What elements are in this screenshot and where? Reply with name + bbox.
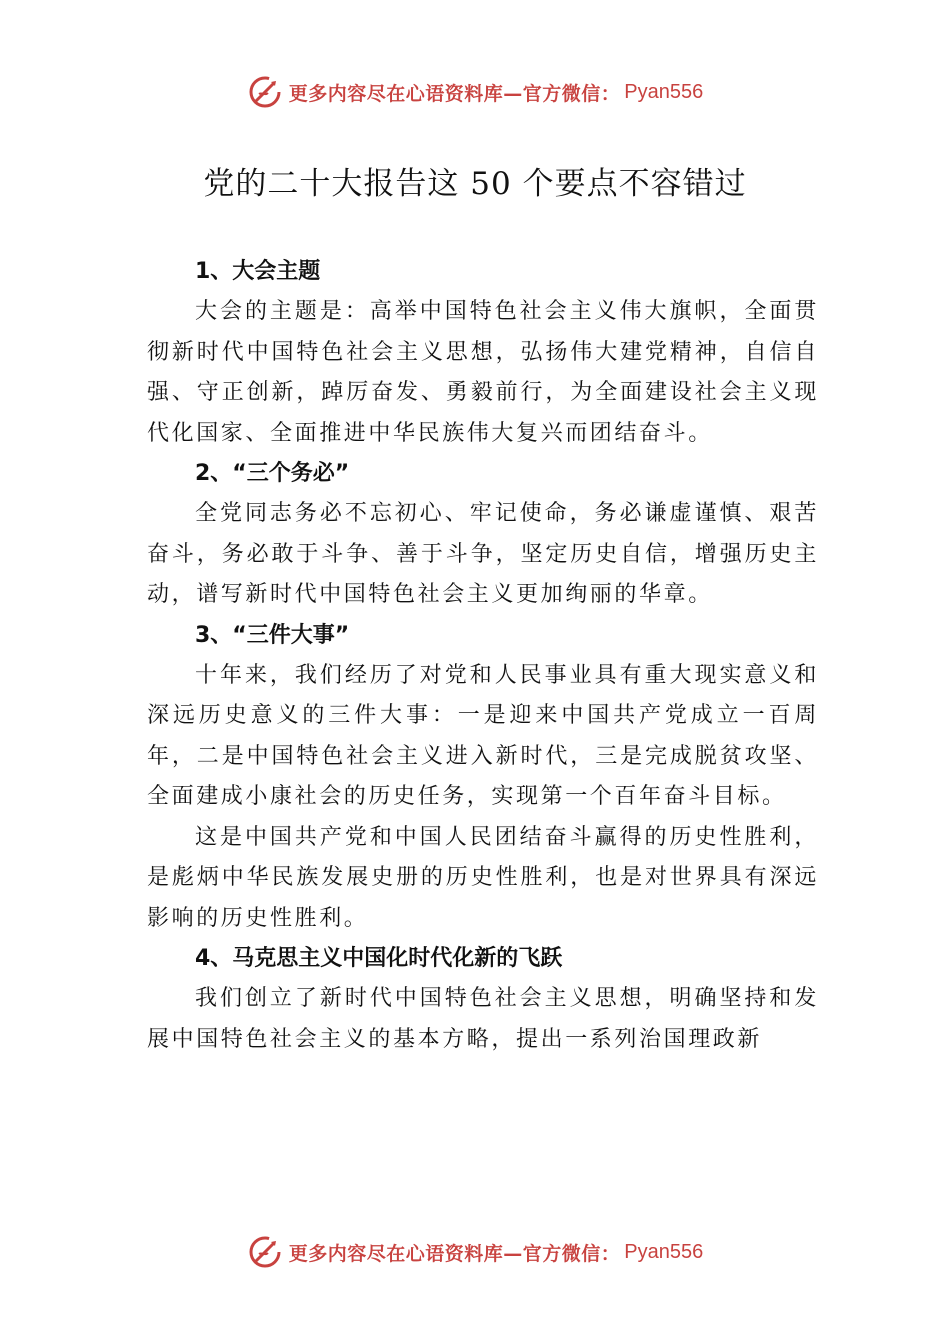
header-banner <box>0 70 950 114</box>
section-heading: 2、“三个务必” <box>195 461 350 486</box>
section-paragraph: 这是中国共产党和中国人民团结奋斗赢得的历史性胜利，是彪炳中华民族发展史册的历史性胜利，也是对世界具有深远影响的历史性胜利。 <box>147 824 819 931</box>
brush-logo-icon <box>247 74 283 110</box>
document-title: 党的二十大报告这 50 个要点不容错过 <box>203 166 747 202</box>
brush-logo-icon <box>247 1234 283 1270</box>
footer-banner <box>0 1230 950 1274</box>
section-paragraph: 十年来，我们经历了对党和人民事业具有重大现实意义和深远历史意义的三件大事：一是迎来中国共产党成立一百周年，二是中国特色社会主义进入新时代，三是完成脱贫攻坚、全面建成小康社会的历史任务，实现第一个百年奋斗目标。 <box>147 662 819 809</box>
section-heading: 1、大会主题 <box>195 259 321 284</box>
document-body <box>147 252 819 1060</box>
header-banner-text: 更多内容尽在心语资料库—官方微信： <box>288 82 621 105</box>
section-2 <box>147 454 819 616</box>
section-heading: 3、“三件大事” <box>195 622 350 648</box>
section-1 <box>147 252 819 454</box>
section-4 <box>147 939 819 1060</box>
footer-banner-text: 更多内容尽在心语资料库—官方微信： <box>288 1242 621 1265</box>
section-3 <box>147 616 819 940</box>
header-wechat-id: Pyan556 <box>624 80 704 103</box>
section-paragraph: 我们创立了新时代中国特色社会主义思想，明确坚持和发展中国特色社会主义的基本方略，提出一系列治国理政新 <box>147 986 819 1052</box>
footer-wechat-id: Pyan556 <box>624 1240 704 1263</box>
section-paragraph: 大会的主题是：高举中国特色社会主义伟大旗帜，全面贯彻新时代中国特色社会主义思想，弘扬伟大建党精神，自信自强、守正创新，踔厉奋发、勇毅前行，为全面建设社会主义现代化国家、全面推进中华民族伟大复兴而团结奋斗。 <box>147 299 819 446</box>
section-paragraph: 全党同志务必不忘初心、牢记使命，务必谦虚谨慎、艰苦奋斗，务必敢于斗争、善于斗争，坚定历史自信，增强历史主动，谱写新时代中国特色社会主义更加绚丽的华章。 <box>147 501 819 607</box>
section-heading: 4、马克思主义中国化时代化新的飞跃 <box>195 946 563 971</box>
